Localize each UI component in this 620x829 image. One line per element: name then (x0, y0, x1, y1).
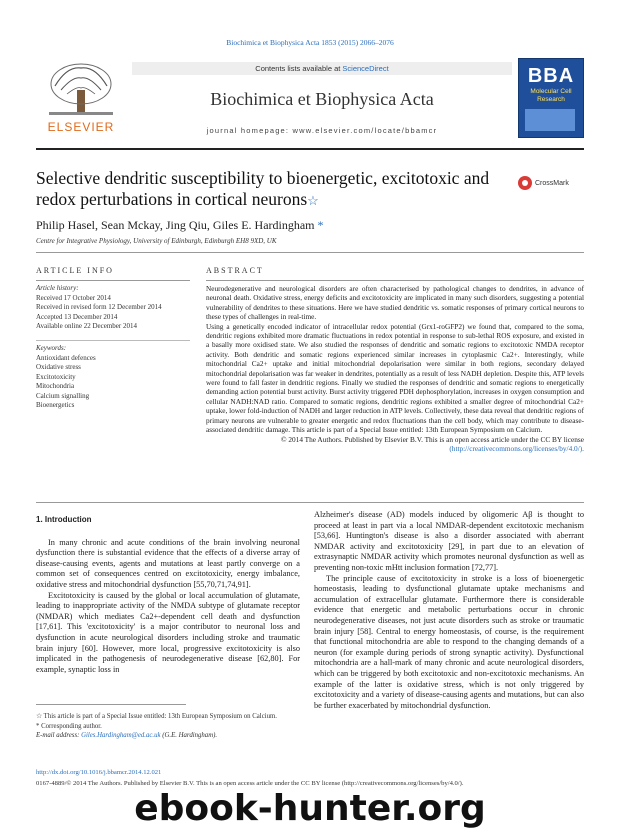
footnote-special-issue: ☆ This article is part of a Special Issue entitled: 13th European Symposium on Calcium. (36, 713, 277, 720)
history-heading: Article history: (36, 284, 79, 292)
title-divider (36, 252, 584, 253)
journal-name: Biochimica et Biophysica Acta (210, 89, 434, 109)
elsevier-tree-icon (43, 60, 119, 118)
watermark: ebook-hunter.org (134, 788, 486, 829)
abstract-paragraph: Neurodegenerative and neurological disorders are often characterised by pathological changes to dendrites, in advance of neuronal death. Oxidative stress, energy deficits and excitotoxicity are implicated in many such disorders, suggesting a potential vulnerability of dendrites to these situations. Here we have studied dendritic vs. somatic responses of primary cortical neurons to these types of challenges in real-time. (206, 284, 584, 322)
article-title-text: Selective dendritic susceptibility to bioenergetic, excitotoxic and redox perturbations in cortical neurons (36, 168, 490, 209)
journal-info-panel (132, 62, 512, 134)
journal-cover (518, 58, 584, 138)
keyword: Calcium signalling (36, 391, 90, 400)
section-heading: 1. Introduction (36, 515, 92, 524)
history-item: Available online 22 December 2014 (36, 322, 137, 330)
keyword: Oxidative stress (36, 363, 81, 371)
history-item: Accepted 13 December 2014 (36, 312, 118, 321)
body-paragraph: The principle cause of excitotoxicity in stroke is a loss of bioenergetic homeostasis, leading to dysfunctional glutamate uptake mechanisms and accumulation of extracellular glutamate. Furthermore there is considerable evidence that energetic and metabolic perturbations occur in chronic neurodegenerative diseases, not just acute disorders such as stroke or traumatic brain injury [58]. Central to energy homeostasis, of course, is the requirement that functional mitochondria are able to respond to the changing demands of a neuron (for example during periods of strong synaptic activity). Dysfunctional mitochondria are a hall-mark of many chronic and acute neurological disorders, which can be triggered by both excitotoxic and non-excitotoxic mechanisms. An example of the latter is oxidative stress, which is not only triggered by excitotoxicity and a variety of disease-causing agents and mutations, but can also be further exacerbated by mitochondrial dysfunction. (314, 573, 584, 710)
abstract (206, 284, 584, 453)
email-suffix: (G.E. Hardingham). (160, 732, 218, 739)
abstract-paragraph: Using a genetically encoded indicator of intracellular redox potential (Grx1-roGFP2) we found that, compared to the soma, dendritic regions exhibited more dramatic fluctuations in redox potential in response to sub-lethal ROS exposure, and existed in a basally more oxidised state. We also studied the responses of dendritic and somatic regions to excitotoxic NMDA receptor activity. Both dendritic and somatic regions experienced similar increases in cytoplasmic Ca2+. Interestingly, while mitochondrial Ca2+ uptake and initial mitochondrial depolarisation were similar in both regions, secondary delayed mitochondrial depolarisation was far weaker in dendrites, potentially as a result of less NADH depletion. Despite this, ATP levels were found to fall faster in dendritic regions. Finally we studied the responses of dendritic and somatic regions to energetically demanding action potential burst activity. Burst activity triggered PDH dephosphorylation, increases in oxygen consumption and cellular NADH:NAD ratio. Compared to somatic regions, dendritic regions exhibited a smaller degree of mitochondrial Ca2+ uptake, lower fold-induction of NADH and larger reduction in ATP levels. Collectively, these data reveal that dendritic regions of primary neurons are vulnerable to greater energetic and redox fluctuations than the cell body, which may contribute to disease-associated dendritic damage. This article is part of a Special Issue entitled: 13th European Symposium on Calcium. (206, 321, 584, 435)
body-paragraph: Alzheimer's disease (AD) models induced by oligomeric Aβ is thought to proceed at least in part via a local NMDAR-dependent excitotoxic mechanism [53,66]. Huntington's disease is also a disorder associated with aberrant NMDAR activity and excitotoxicity [29], in part due to an elevation of extrasynaptic NMDAR activity which promotes neuronal dysfunction as well as preventing non-toxic mHtt inclusion formation [72,77]. (314, 510, 584, 572)
elsevier-wordmark: ELSEVIER (47, 120, 115, 134)
history-item: Received 17 October 2014 (36, 293, 111, 302)
email-link[interactable]: Giles.Hardingham@ed.ac.uk (81, 732, 161, 739)
footnotes (36, 712, 300, 741)
abstract-copyright: © 2014 The Authors. Published by Elsevier B.V. This is an open access article under the CC BY license (281, 434, 584, 444)
cover-graphic (525, 109, 575, 131)
bottom-copyright: 0167-4889/© 2014 The Authors. Published by Elsevier B.V. This is an open access article under the CC BY license (http://creativecommons.org/licenses/by/4.0/). (36, 780, 464, 787)
abstract-label: ABSTRACT (206, 266, 264, 275)
cover-subtitle-1: Molecular Cell (530, 88, 572, 95)
crossmark-badge[interactable] (518, 176, 590, 194)
keyword: Mitochondria (36, 382, 75, 390)
cover-subtitle-2: Research (537, 95, 565, 103)
crossmark-label: CrossMark (535, 179, 569, 187)
corresponding-author-mark[interactable]: * (317, 218, 324, 232)
license-link[interactable]: (http://creativecommons.org/licenses/by/4.0/). (449, 443, 584, 453)
footnote-divider (36, 704, 186, 705)
journal-homepage[interactable]: journal homepage: www.elsevier.com/locate/bbamcr (206, 126, 438, 135)
crossmark-icon (518, 176, 532, 190)
journal-banner (36, 56, 584, 140)
article-title (36, 168, 496, 211)
contents-prefix: Contents lists available at (255, 64, 343, 73)
sciencedirect-link[interactable]: ScienceDirect (342, 64, 389, 73)
affiliation: Centre for Integrative Physiology, University of Edinburgh, Edinburgh EH8 9XD, UK (36, 237, 277, 245)
authors (36, 218, 324, 233)
keyword: Excitotoxicity (36, 372, 76, 381)
cover-title: BBA (527, 65, 575, 87)
article-history (36, 284, 190, 332)
header-divider (36, 148, 584, 150)
keywords-heading: Keywords: (36, 344, 67, 352)
footnote-corresponding: * Corresponding author. (36, 722, 102, 730)
author-list: Philip Hasel, Sean Mckay, Jing Qiu, Giles E. Hardingham (36, 218, 315, 232)
body-paragraph: In many chronic and acute conditions of the brain involving neuronal dysfunction there is substantial evidence that the effects of a diverse array of disease-causing events, agents and mutations at least partly converge on a common set of consequences centred on excitotoxicity, energy imbalance, oxidative stress and mitochondrial dysfunction [55,70,71,74,91]. (36, 537, 300, 589)
abstract-divider (206, 280, 584, 281)
keywords (36, 344, 190, 411)
abstract-end-divider (36, 502, 584, 503)
body-column-right (314, 510, 584, 711)
contents-bar (132, 62, 512, 75)
body-paragraph: Excitotoxicity is caused by the global or local accumulation of glutamate, leading to inappropriate activity of the NMDA subtype of glutamate receptor (NMDAR) which mediates Ca2+-dependent cell death and dysfunction [17,61]. This 'excitotoxicity' is a major contributor to neuronal loss and dysfunction in acute neurological disorders including stroke and traumatic brain injury [60]. However, more local, progressive excitotoxicity is also implicated in the pathogenesis of neurodegenerative disease [62,80]. For example, synaptic loss in (36, 590, 300, 674)
doi-link[interactable]: http://dx.doi.org/10.1016/j.bbamcr.2014.12.021 (36, 769, 162, 776)
body-column-left (36, 515, 300, 675)
article-info-label: ARTICLE INFO (36, 266, 114, 275)
email-label: E-mail address: (36, 732, 82, 739)
keywords-divider (36, 340, 190, 341)
article-info-divider (36, 280, 190, 281)
keyword: Antioxidant defences (36, 353, 96, 362)
journal-reference[interactable]: Biochimica et Biophysica Acta 1853 (2015) 2066–2076 (226, 38, 394, 47)
title-footnote-star[interactable]: ☆ (307, 193, 319, 208)
footnote-email (36, 731, 300, 741)
keyword: Bioenergetics (36, 401, 75, 409)
elsevier-logo (36, 60, 126, 134)
history-item: Received in revised form 12 December 2014 (36, 303, 162, 311)
